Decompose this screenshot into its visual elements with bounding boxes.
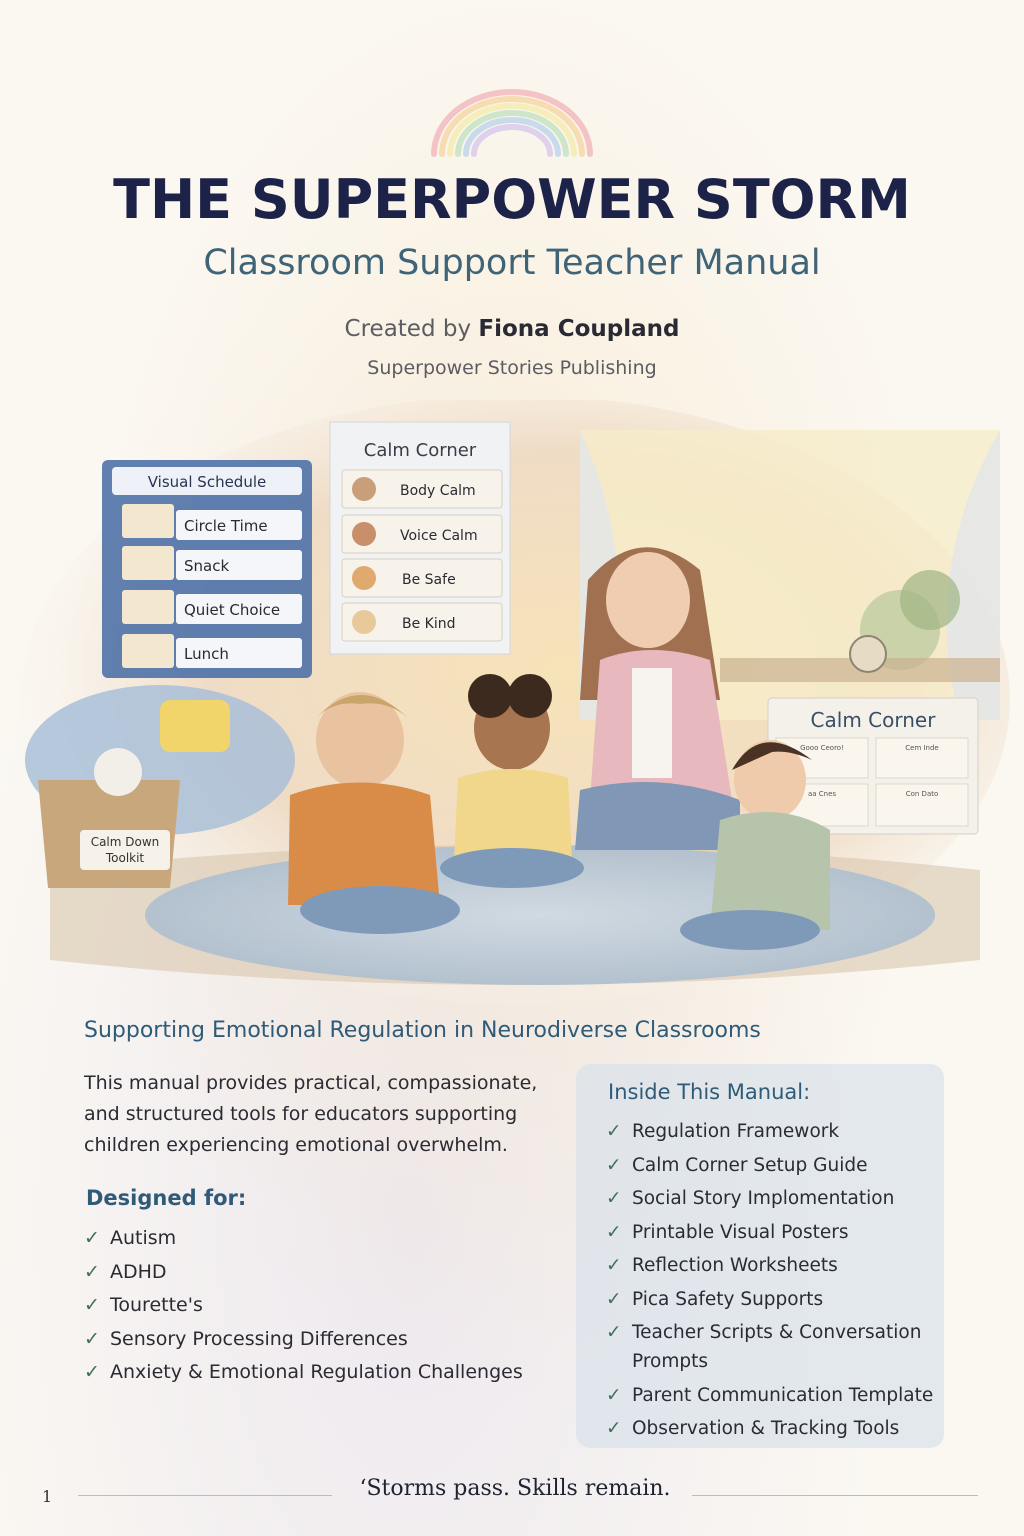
page-title: THE SUPERPOWER STORM: [113, 168, 911, 231]
poster-item: Be Kind: [402, 616, 456, 632]
list-item-label: Parent Communication Template: [632, 1384, 934, 1406]
list-item-label: Sensory Processing Differences: [110, 1327, 408, 1350]
list-item-label: Printable Visual Posters: [632, 1221, 849, 1243]
list-item: [606, 1414, 946, 1443]
visual-schedule-heading: Visual Schedule: [147, 473, 267, 491]
schedule-item: Snack: [184, 557, 230, 575]
visual-schedule-board: [102, 460, 312, 678]
list-item-label: Anxiety & Emotional Regulation Challenges: [110, 1361, 523, 1383]
check-icon: ✓: [606, 1322, 622, 1343]
board-card: Con Dato: [905, 790, 939, 798]
yellow-pillow: [160, 700, 230, 752]
list-item: [84, 1323, 523, 1357]
list-item-label: Autism: [110, 1227, 177, 1249]
schedule-item: Quiet Choice: [184, 601, 281, 619]
poster-item: Be Safe: [402, 572, 456, 588]
basket-label-line2: Toolkit: [105, 851, 145, 865]
check-icon: ✓: [84, 1294, 100, 1316]
designed-for-heading: Designed for:: [86, 1186, 247, 1210]
check-icon: ✓: [84, 1227, 100, 1249]
list-item-label: Social Story Implomentation: [632, 1188, 895, 1209]
page-number: 1: [42, 1487, 53, 1506]
check-icon: ✓: [606, 1255, 622, 1276]
publisher-name: Superpower Stories Publishing: [367, 357, 657, 379]
author-line: [0, 316, 1024, 342]
rainbow-icon: [422, 88, 602, 158]
tagline: Supporting Emotional Regulation in Neurodiverse Classrooms: [84, 1018, 761, 1043]
check-icon: ✓: [606, 1121, 622, 1142]
list-item: [606, 1151, 946, 1180]
list-item: [606, 1218, 946, 1247]
check-icon: ✓: [606, 1188, 622, 1209]
board-card: aa Cnes: [807, 790, 837, 798]
list-item-label: Tourette's: [110, 1294, 203, 1316]
board-card: Cem Inde: [905, 744, 939, 752]
footer-rule-left: [78, 1495, 332, 1496]
list-item: [84, 1289, 523, 1323]
poster-item: Voice Calm: [400, 528, 478, 544]
list-item: [606, 1117, 946, 1146]
poster-item: Body Calm: [400, 483, 476, 499]
check-icon: ✓: [606, 1418, 622, 1439]
intro-paragraph: This manual provides practical, compassionate, and structured tools for educators supporting children experiencing emotional overwhelm.: [84, 1072, 538, 1156]
list-item-label: ADHD: [110, 1260, 167, 1283]
list-item-label: Pica Safety Supports: [632, 1288, 824, 1310]
board-card: Gooo Ceoro!: [800, 744, 844, 752]
inside-manual-heading: Inside This Manual:: [608, 1080, 811, 1104]
list-item-label: Observation & Tracking Tools: [632, 1418, 900, 1439]
footer-quote: ‘Storms pass. Skills remain.: [359, 1476, 671, 1501]
schedule-item: Circle Time: [184, 517, 268, 535]
calm-corner-poster: [330, 422, 510, 654]
list-item: [84, 1222, 523, 1256]
designed-for-list: [84, 1222, 523, 1390]
check-icon: ✓: [84, 1260, 100, 1283]
list-item: [606, 1381, 946, 1410]
list-item-label: Teacher Scripts & Conversation Prompts: [632, 1322, 922, 1372]
author-name: Fiona Coupland: [478, 316, 680, 342]
page-subtitle: Classroom Support Teacher Manual: [203, 243, 821, 283]
list-item: [84, 1356, 523, 1390]
inside-manual-list: [606, 1117, 946, 1448]
list-item: [606, 1184, 946, 1213]
list-item-label: Reflection Worksheets: [632, 1255, 838, 1276]
check-icon: ✓: [606, 1221, 622, 1243]
calm-corner-board-heading: Calm Corner: [810, 708, 936, 732]
check-icon: ✓: [84, 1327, 100, 1350]
check-icon: ✓: [84, 1361, 100, 1383]
footer-rule-right: [692, 1495, 978, 1496]
calm-corner-poster-heading: Calm Corner: [363, 440, 477, 461]
list-item: [606, 1318, 946, 1376]
list-item-label: Calm Corner Setup Guide: [632, 1154, 868, 1176]
check-icon: ✓: [606, 1154, 622, 1176]
list-item: [606, 1285, 946, 1314]
check-icon: ✓: [606, 1288, 622, 1310]
check-icon: ✓: [606, 1384, 622, 1406]
basket-label: Calm Down: [90, 835, 160, 849]
list-item: [606, 1251, 946, 1280]
list-item: [84, 1256, 523, 1290]
schedule-item: Lunch: [184, 645, 229, 663]
list-item-label: Regulation Framework: [632, 1121, 840, 1142]
classroom-illustration: [20, 400, 1010, 1010]
created-by-label: Created by: [344, 316, 472, 342]
